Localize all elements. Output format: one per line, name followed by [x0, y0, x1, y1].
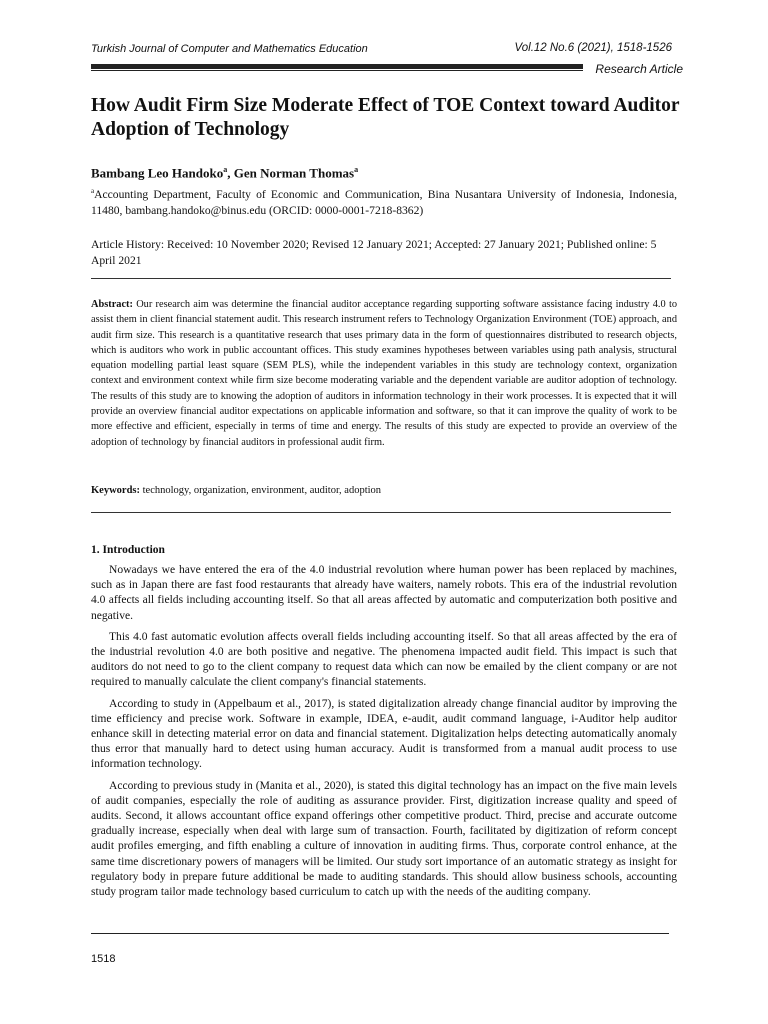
footer-rule	[91, 933, 669, 934]
author-affiliation-mark: a	[223, 165, 228, 174]
author-name: Bambang Leo Handoko	[91, 165, 224, 181]
divider-bottom	[91, 512, 671, 513]
keywords-label: Keywords:	[91, 485, 140, 496]
affiliation-mark: a	[91, 187, 95, 195]
journal-name: Turkish Journal of Computer and Mathematics Education	[91, 43, 368, 55]
paragraph: This 4.0 fast automatic evolution affects overall fields including accounting itself. So that all areas affected by the era of the industrial revolution 4.0 are both positive and negative. The phenomena impacted audit field. This impact is such that auditors do not need to go to the client company to request data which can now be emailed by the client company or are not required to manually calculate the client company's financial statements.	[91, 630, 677, 689]
affiliation-text: Accounting Department, Faculty of Economic and Communication, Bina Nusantara University of Indonesia, Indonesia, 11480, bambang.handoko@binus.edu (ORCID: 0000-0001-7218-8362)	[91, 187, 677, 217]
abstract	[91, 297, 677, 450]
affiliation	[91, 183, 677, 219]
keywords	[91, 485, 677, 496]
article-type: Research Article	[591, 62, 683, 76]
paragraph: According to previous study in (Manita et al., 2020), is stated this digital technology has an impact on the five main levels of audit companies, especially the role of auditing as assurance provider. First, digitization increase quality and speed of audits. Second, it allows accountant office expand offerings other competitive product. Third, precise and accurate outcome gradually increase, especially when deal with large sum of transaction. Fourth, facilitated by digitization of reform concept audit profiles emerging, and fifth enabling a culture of innovation in auditing firms. Thus, corporate control enhance, at the same time discretionary powers of managers will be limited. Our study sort importance of an automatic strategy as insight for regulatory body in prepare future additional be made to auditing standards. This should allow business schools, accounting study program tailor made technology based curriculum to catch up with the needs of the auditing company.	[91, 779, 677, 899]
author-list	[91, 165, 358, 181]
page-number: 1518	[91, 953, 116, 965]
header-rule-thin	[91, 70, 583, 71]
paragraph: According to study in (Appelbaum et al., 2017), is stated digitalization already change financial auditor by improving the time efficiency and precise work. Software in example, IDEA, e-audit, audit command language, i-Auditor help auditor enhance skill in detecting material error on data and financial statement. Digitalization helps detecting automatically anomaly thus error that manually hard to detect using human accuracy. Audit is transformed from a manual audit process to use information technology.	[91, 697, 677, 771]
paragraph: Nowadays we have entered the era of the 4.0 industrial revolution where human power has been replaced by machines, such as in Japan there are fast food restaurants that already have waiters, namely robots. This era of the industrial revolution 4.0 affects all fields including accounting itself. So that all areas affected by automatic and computerization both positive and negative.	[91, 564, 677, 622]
author-name: Gen Norman Thomas	[233, 165, 355, 181]
author-separator: ,	[227, 165, 234, 181]
abstract-label: Abstract:	[91, 299, 133, 310]
header-rule-thick	[91, 64, 583, 69]
divider-top	[91, 278, 671, 279]
keywords-text: technology, organization, environment, auditor, adoption	[142, 485, 382, 496]
author-affiliation-mark: a	[354, 165, 359, 174]
abstract-text: Our research aim was determine the financial auditor acceptance regarding supporting software assistance facing industry 4.0 to assist them in client financial statement audit. This research instrument refers to Technology Organization Environment (TOE) approach, and audit firm size. This research is a quantitative research that uses primary data in the form of questionnaires distributed to research objects, which is auditors who work in public accountant offices. This study examines hypotheses between variables using path analysis, structural equation modelling partial least squarе (SEM PLS), while the independent variables in this study are technology context, organization context and environment context while firm size become moderating variable and the dependent variable are auditor adoption of technology. The results of this study are to knowing the adoption of auditors in information technology in their work processes. It is expected that it will provide an overview financial auditor expectations on applicable information and software, so that it can improve the quality of work to be more effective and efficient, especially in terms of time and energy. The results of this study are expected to provide an overview of the adoption of technology by financial auditors in professional audit firm.	[91, 299, 677, 448]
section-heading: 1. Introduction	[91, 544, 165, 556]
article-history: Article History: Received: 10 November 2020; Revised 12 January 2021; Accepted: 27 January 2021; Published online: 5 April 2021	[91, 238, 657, 267]
body-text	[91, 563, 677, 906]
paper-title: How Audit Firm Size Moderate Effect of TOE Context toward Auditor Adoption of Technology	[91, 95, 680, 140]
volume-info: Vol.12 No.6 (2021), 1518-1526	[514, 42, 672, 54]
